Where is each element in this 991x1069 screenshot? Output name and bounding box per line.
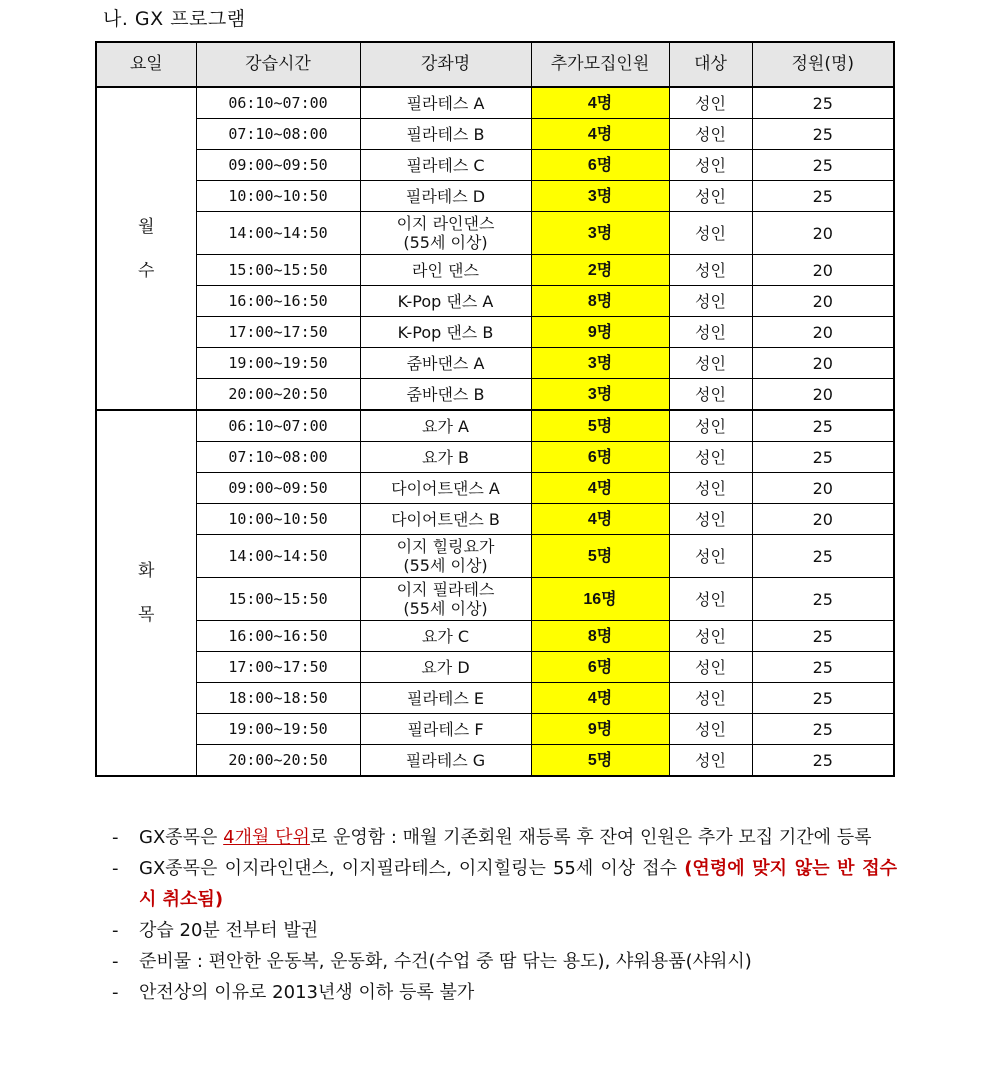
target-cell: 성인 [669,652,752,683]
additional-count-cell: 6명 [531,150,669,181]
day-label: 목 [138,605,155,625]
target-cell: 성인 [669,578,752,621]
time-cell: 14:00~14:50 [196,535,360,578]
header-capacity: 정원(명) [752,42,894,87]
table-row [96,652,894,683]
additional-count-cell: 3명 [531,379,669,411]
table-row [96,379,894,411]
additional-count-cell: 4명 [531,119,669,150]
additional-count-cell: 6명 [531,652,669,683]
note-item [112,977,897,1008]
time-cell: 07:10~08:00 [196,442,360,473]
class-name-cell [360,212,531,255]
table-row [96,578,894,621]
note-segment: GX종목은 이지라인댄스, 이지필라테스, 이지힐링는 55세 이상 접수 [139,858,685,879]
class-name-line: 요가 C [421,626,470,646]
capacity-cell: 20 [752,504,894,535]
table-row [96,473,894,504]
class-name-line: 다이어트댄스 A [391,478,500,498]
table-row [96,535,894,578]
table-row [96,348,894,379]
note-bullet: - [112,920,119,941]
capacity-cell: 25 [752,745,894,777]
notes-list [112,822,897,1008]
table-row [96,317,894,348]
capacity-cell: 20 [752,255,894,286]
note-text [139,822,897,853]
capacity-cell: 20 [752,473,894,504]
target-cell: 성인 [669,212,752,255]
capacity-cell: 20 [752,317,894,348]
target-cell: 성인 [669,150,752,181]
table-row [96,714,894,745]
header-time: 강습시간 [196,42,360,87]
note-text [139,977,897,1008]
note-emphasis: 4개월 단위 [223,827,310,848]
class-name-line: 필라테스 A [406,93,485,113]
section-title: 나. GX 프로그램 [103,8,246,30]
note-emphasis: (연령에 맞지 않는 반 접수시 취소됨) [139,858,897,910]
target-cell: 성인 [669,255,752,286]
table-row [96,150,894,181]
note-text [139,915,897,946]
class-name-line: 요가 B [422,447,469,467]
target-cell: 성인 [669,442,752,473]
note-segment: 로 운영함 : 매월 기존회원 재등록 후 잔여 인원은 추가 모집 기간에 등록 [309,827,872,848]
class-name-cell [360,255,531,286]
table-row [96,683,894,714]
additional-count-cell: 9명 [531,317,669,348]
table-header-row [96,42,894,87]
class-name-line: 필라테스 G [405,750,486,770]
time-cell: 06:10~07:00 [196,410,360,442]
target-cell: 성인 [669,745,752,777]
time-cell: 17:00~17:50 [196,652,360,683]
note-bullet: - [112,827,119,848]
target-cell: 성인 [669,286,752,317]
target-cell: 성인 [669,181,752,212]
class-name-line: 다이어트댄스 B [391,509,500,529]
capacity-cell: 25 [752,578,894,621]
target-cell: 성인 [669,535,752,578]
target-cell: 성인 [669,379,752,411]
target-cell: 성인 [669,317,752,348]
time-cell: 20:00~20:50 [196,379,360,411]
time-cell: 18:00~18:50 [196,683,360,714]
class-name-line: 이지 힐링요가 [396,537,495,556]
note-text [139,946,897,977]
time-cell: 09:00~09:50 [196,473,360,504]
table-row [96,410,894,442]
additional-count-cell: 9명 [531,714,669,745]
class-name-cell [360,504,531,535]
additional-count-cell: 16명 [531,578,669,621]
additional-count-cell: 5명 [531,535,669,578]
class-name-cell [360,473,531,504]
class-name-line: K-Pop 댄스 B [397,322,494,342]
class-name-line: 이지 필라테스 [396,580,495,599]
class-name-cell [360,150,531,181]
note-item [112,915,897,946]
class-name-line: 필라테스 D [405,186,486,206]
note-segment: 준비물 : 편안한 운동복, 운동화, 수건(수업 중 땀 닦는 용도), 샤워용품(샤워시) [139,951,752,972]
target-cell: 성인 [669,683,752,714]
capacity-cell: 25 [752,621,894,652]
additional-count-cell: 2명 [531,255,669,286]
capacity-cell: 25 [752,119,894,150]
target-cell: 성인 [669,504,752,535]
target-cell: 성인 [669,119,752,150]
class-name-cell [360,348,531,379]
time-cell: 19:00~19:50 [196,714,360,745]
additional-count-cell: 4명 [531,87,669,119]
day-label: 수 [138,260,155,281]
header-target: 대상 [669,42,752,87]
table-row [96,286,894,317]
class-name-line: (55세 이상) [403,233,488,252]
capacity-cell: 20 [752,286,894,317]
note-bullet: - [112,858,119,879]
capacity-cell: 25 [752,714,894,745]
additional-count-cell: 5명 [531,745,669,777]
class-name-cell [360,714,531,745]
note-bullet: - [112,982,119,1003]
capacity-cell: 20 [752,348,894,379]
additional-count-cell: 8명 [531,621,669,652]
class-name-line: 필라테스 F [407,719,484,739]
target-cell: 성인 [669,348,752,379]
class-name-line: (55세 이상) [403,599,488,618]
additional-count-cell: 5명 [531,410,669,442]
class-name-line: 줌바댄스 A [406,353,485,373]
capacity-cell: 25 [752,683,894,714]
class-name-cell [360,87,531,119]
table-row [96,255,894,286]
time-cell: 07:10~08:00 [196,119,360,150]
note-segment: GX종목은 [139,827,224,848]
class-name-cell [360,410,531,442]
additional-count-cell: 3명 [531,348,669,379]
time-cell: 09:00~09:50 [196,150,360,181]
gx-schedule-table [95,41,895,777]
capacity-cell: 25 [752,652,894,683]
class-name-cell [360,578,531,621]
class-name-cell [360,119,531,150]
class-name-line: 요가 D [421,657,470,677]
note-item [112,946,897,977]
time-cell: 20:00~20:50 [196,745,360,777]
day-cell [96,87,196,410]
day-cell [96,410,196,776]
note-bullet: - [112,951,119,972]
class-name-cell [360,181,531,212]
additional-count-cell: 4명 [531,504,669,535]
class-name-cell [360,745,531,777]
time-cell: 15:00~15:50 [196,255,360,286]
class-name-line: K-Pop 댄스 A [397,291,494,311]
class-name-line: 필라테스 C [406,155,485,175]
time-cell: 10:00~10:50 [196,181,360,212]
time-cell: 06:10~07:00 [196,87,360,119]
time-cell: 17:00~17:50 [196,317,360,348]
capacity-cell: 25 [752,442,894,473]
class-name-line: 라인 댄스 [412,260,479,280]
note-segment: 강습 20분 전부터 발권 [139,920,319,941]
class-name-cell [360,535,531,578]
class-name-cell [360,286,531,317]
time-cell: 16:00~16:50 [196,286,360,317]
class-name-cell [360,442,531,473]
class-name-line: (55세 이상) [403,556,488,575]
header-class: 강좌명 [360,42,531,87]
day-label: 화 [138,561,155,581]
note-segment: 안전상의 이유로 2013년생 이하 등록 불가 [139,982,475,1003]
capacity-cell: 25 [752,410,894,442]
additional-count-cell: 8명 [531,286,669,317]
table-row [96,181,894,212]
class-name-line: 줌바댄스 B [406,384,485,404]
note-item [112,822,897,853]
time-cell: 10:00~10:50 [196,504,360,535]
class-name-cell [360,379,531,411]
time-cell: 15:00~15:50 [196,578,360,621]
additional-count-cell: 3명 [531,181,669,212]
class-name-cell [360,317,531,348]
additional-count-cell: 3명 [531,212,669,255]
target-cell: 성인 [669,714,752,745]
capacity-cell: 20 [752,379,894,411]
additional-count-cell: 6명 [531,442,669,473]
capacity-cell: 25 [752,87,894,119]
class-name-line: 필라테스 E [406,688,485,708]
table-row [96,621,894,652]
table-row [96,442,894,473]
additional-count-cell: 4명 [531,473,669,504]
time-cell: 16:00~16:50 [196,621,360,652]
additional-count-cell: 4명 [531,683,669,714]
header-day: 요일 [96,42,196,87]
class-name-cell [360,683,531,714]
target-cell: 성인 [669,87,752,119]
capacity-cell: 20 [752,212,894,255]
target-cell: 성인 [669,410,752,442]
target-cell: 성인 [669,473,752,504]
table-row [96,119,894,150]
time-cell: 14:00~14:50 [196,212,360,255]
capacity-cell: 25 [752,535,894,578]
day-label: 월 [138,216,155,237]
class-name-line: 이지 라인댄스 [396,214,495,233]
table-row [96,87,894,119]
target-cell: 성인 [669,621,752,652]
table-row [96,745,894,777]
time-cell: 19:00~19:50 [196,348,360,379]
capacity-cell: 25 [752,181,894,212]
capacity-cell: 25 [752,150,894,181]
class-name-cell [360,652,531,683]
table-row [96,212,894,255]
note-item [112,853,897,915]
class-name-cell [360,621,531,652]
class-name-line: 요가 A [422,416,469,436]
class-name-line: 필라테스 B [406,124,485,144]
table-row [96,504,894,535]
header-additional: 추가모집인원 [531,42,669,87]
note-text [139,853,897,915]
